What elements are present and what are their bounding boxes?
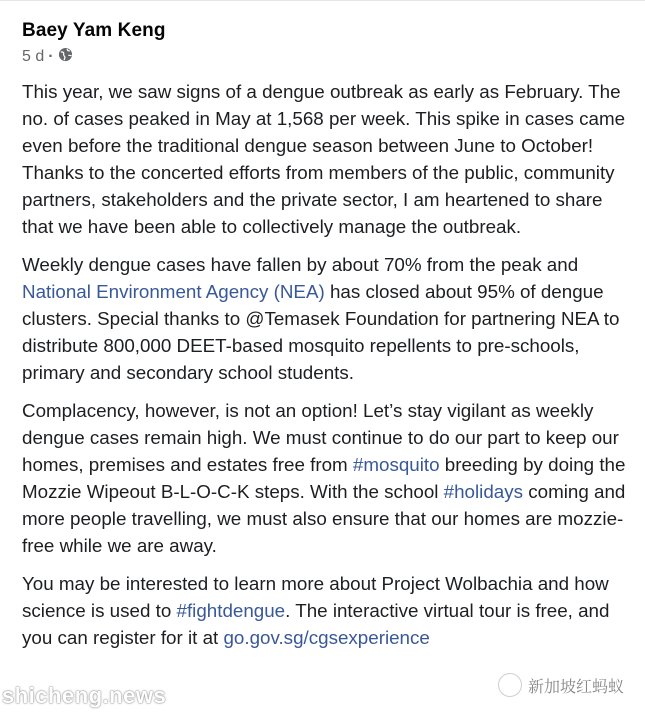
post-timestamp[interactable]: 5 d	[22, 48, 45, 65]
post-text: . The interactive virtual tour is free, and you can register for it at	[22, 600, 610, 648]
globe-icon[interactable]	[58, 47, 73, 67]
watermark-right-text: 新加坡红蚂蚁	[528, 678, 625, 696]
watermark-left: shicheng.news	[2, 683, 167, 708]
post-link[interactable]: #fightdengue	[176, 600, 286, 621]
post-text: Complacency, however, is not an option! Let’s stay vigilant as weekly dengue cases remain high. We must continue to do our part to keep our homes, premises and estates free from	[22, 400, 619, 475]
meta-separator: ·	[48, 48, 54, 65]
post-paragraph	[22, 78, 632, 240]
post-paragraph	[22, 251, 632, 386]
post-paragraph	[22, 570, 632, 651]
post-text: coming and more people travelling, we must also ensure that our homes are mozzie-free while we are away.	[22, 481, 626, 556]
post-text: has closed about 95% of dengue clusters. Special thanks to @Temasek Foundation for partnering NEA to distribute 800,000 DEET-based mosquito repellents to pre-schools, primary and secondary school students.	[22, 281, 620, 383]
post-text: breeding by doing the Mozzie Wipeout B-L-O-C-K steps. With the school	[22, 454, 626, 502]
watermark-right	[498, 673, 624, 697]
post-link[interactable]: National Environment Agency (NEA)	[22, 281, 325, 302]
post-link[interactable]: go.gov.sg/cgsexperience	[223, 627, 430, 648]
post-text: You may be interested to learn more about Project Wolbachia and how science is used to	[22, 573, 609, 621]
watermark-logo-icon	[498, 673, 522, 697]
post-author-name[interactable]: Baey Yam Keng	[22, 20, 166, 41]
post-text: Weekly dengue cases have fallen by about 70% from the peak and	[22, 254, 579, 275]
post-text: This year, we saw signs of a dengue outbreak as early as February. The no. of cases peaked in May at 1,568 per week. This spike in cases came even before the traditional dengue season between June to October! Thanks to the concerted efforts from members of the public, community partners, stakeholders and the private sector, I am heartened to share that we have been able to collectively manage the outbreak.	[22, 81, 626, 237]
post-link[interactable]: #mosquito	[352, 454, 440, 475]
post-paragraph	[22, 397, 632, 559]
top-divider	[0, 0, 645, 1]
post-body	[22, 78, 632, 662]
post-link[interactable]: #holidays	[443, 481, 524, 502]
post-meta	[22, 47, 73, 67]
